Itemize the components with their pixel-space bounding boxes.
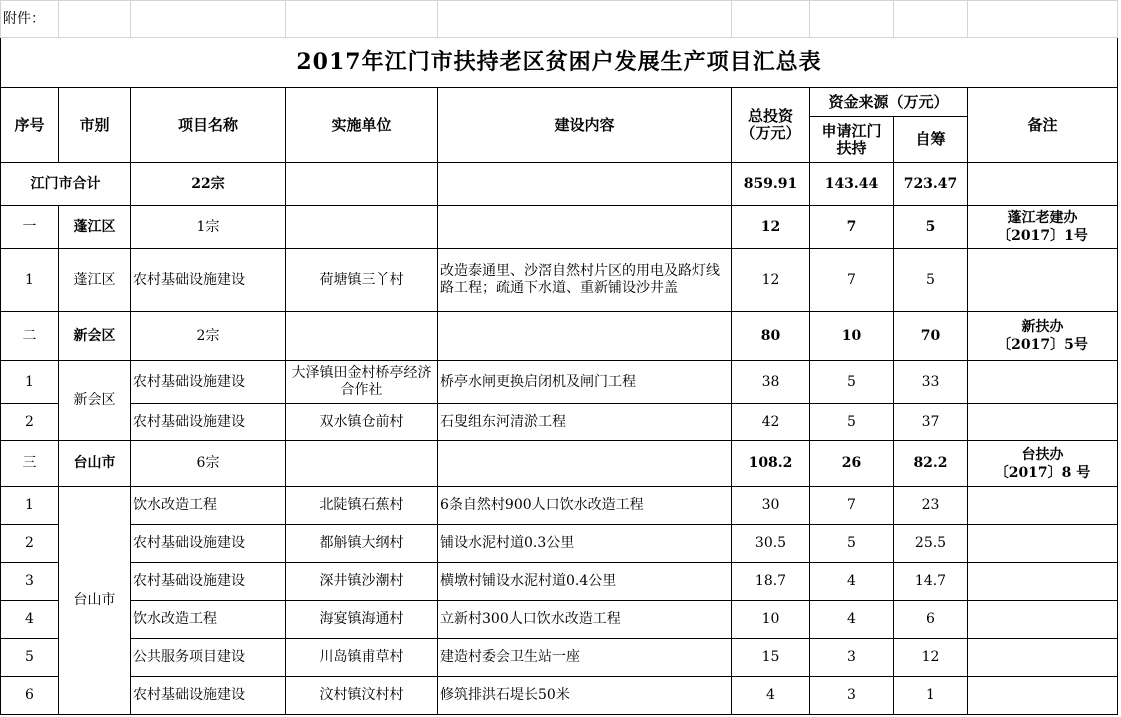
- remark-line1: 新扶办: [1021, 319, 1064, 335]
- district-name[interactable]: 新会区: [59, 312, 131, 361]
- row-total[interactable]: 18.7: [732, 563, 810, 601]
- district-seq[interactable]: 一: [1, 206, 59, 249]
- header-funding[interactable]: 资金来源（万元）: [810, 88, 968, 117]
- row-city[interactable]: 新会区: [59, 361, 131, 441]
- row-seq[interactable]: 4: [1, 601, 59, 639]
- empty-cell[interactable]: [286, 441, 438, 487]
- row-self[interactable]: 25.5: [894, 525, 968, 563]
- table-title[interactable]: 2017年江门市扶持老区贫困户发展生产项目汇总表: [1, 38, 1118, 88]
- district-name[interactable]: 台山市: [59, 441, 131, 487]
- row-self[interactable]: 12: [894, 639, 968, 677]
- district-name[interactable]: 蓬江区: [59, 206, 131, 249]
- row-city[interactable]: 蓬江区: [59, 249, 131, 312]
- district-count[interactable]: 2宗: [131, 312, 286, 361]
- empty-cell[interactable]: [968, 601, 1118, 639]
- empty-cell[interactable]: [968, 639, 1118, 677]
- row-content[interactable]: 改造泰通里、沙滘自然村片区的用电及路灯线路工程；疏通下水道、重新铺设沙井盖: [438, 249, 732, 312]
- header-apply-line2: 扶持: [836, 138, 867, 157]
- row-self[interactable]: 37: [894, 404, 968, 441]
- empty-cell[interactable]: [968, 563, 1118, 601]
- district-remark[interactable]: [968, 206, 1118, 249]
- row-seq[interactable]: 1: [1, 361, 59, 404]
- row-self[interactable]: 14.7: [894, 563, 968, 601]
- district-total[interactable]: 80: [732, 312, 810, 361]
- district-apply[interactable]: 26: [810, 441, 894, 487]
- row-content[interactable]: 石叟组东河清淤工程: [438, 404, 732, 441]
- row-project[interactable]: 农村基础设施建设: [131, 249, 286, 312]
- row-unit[interactable]: 双水镇仓前村: [286, 404, 438, 441]
- empty-cell[interactable]: [894, 1, 968, 38]
- district-self[interactable]: 82.2: [894, 441, 968, 487]
- district-remark[interactable]: [968, 312, 1118, 361]
- row-content[interactable]: 铺设水泥村道0.3公里: [438, 525, 732, 563]
- row-total[interactable]: 38: [732, 361, 810, 404]
- row-total[interactable]: 12: [732, 249, 810, 312]
- row-unit[interactable]: 荷塘镇三丫村: [286, 249, 438, 312]
- district-count[interactable]: 1宗: [131, 206, 286, 249]
- row-total[interactable]: 30: [732, 487, 810, 525]
- district-remark[interactable]: [968, 441, 1118, 487]
- row-seq[interactable]: 1: [1, 249, 59, 312]
- empty-cell[interactable]: [438, 206, 732, 249]
- header-unit[interactable]: 实施单位: [286, 88, 438, 163]
- header-project[interactable]: 项目名称: [131, 88, 286, 163]
- empty-cell[interactable]: [968, 525, 1118, 563]
- row-apply[interactable]: 4: [810, 601, 894, 639]
- empty-cell[interactable]: [810, 1, 894, 38]
- row-content[interactable]: 立新村300人口饮水改造工程: [438, 601, 732, 639]
- empty-cell[interactable]: [286, 206, 438, 249]
- header-total-line1: 总投资: [747, 107, 793, 125]
- row-apply[interactable]: 3: [810, 639, 894, 677]
- row-project[interactable]: 公共服务项目建设: [131, 639, 286, 677]
- district-total[interactable]: 12: [732, 206, 810, 249]
- empty-cell[interactable]: [968, 1, 1118, 38]
- row-self[interactable]: 1: [894, 677, 968, 715]
- empty-cell[interactable]: [968, 249, 1118, 312]
- empty-cell[interactable]: [286, 1, 438, 38]
- summary-count[interactable]: 22宗: [131, 163, 286, 206]
- row-unit[interactable]: 北陡镇石蕉村: [286, 487, 438, 525]
- header-total-line2: （万元）: [740, 124, 801, 142]
- district-seq[interactable]: 三: [1, 441, 59, 487]
- row-seq[interactable]: 2: [1, 404, 59, 441]
- row-seq[interactable]: 6: [1, 677, 59, 715]
- row-project[interactable]: 饮水改造工程: [131, 487, 286, 525]
- row-content[interactable]: 6条自然村900人口饮水改造工程: [438, 487, 732, 525]
- district-total[interactable]: 108.2: [732, 441, 810, 487]
- row-apply[interactable]: 5: [810, 361, 894, 404]
- row-project[interactable]: 农村基础设施建设: [131, 404, 286, 441]
- remark-line2: 〔2017〕8 号: [994, 464, 1091, 481]
- row-content[interactable]: 桥亭水闸更换启闭机及闸门工程: [438, 361, 732, 404]
- row-apply[interactable]: 5: [810, 525, 894, 563]
- row-project[interactable]: 农村基础设施建设: [131, 563, 286, 601]
- row-city[interactable]: 台山市: [59, 487, 131, 715]
- row-self[interactable]: 6: [894, 601, 968, 639]
- summary-total[interactable]: 859.91: [732, 163, 810, 206]
- row-seq[interactable]: 2: [1, 525, 59, 563]
- header-self[interactable]: 自筹: [894, 117, 968, 163]
- row-apply[interactable]: 7: [810, 249, 894, 312]
- row-apply[interactable]: 5: [810, 404, 894, 441]
- row-unit[interactable]: 大泽镇田金村桥亭经济合作社: [286, 361, 438, 404]
- empty-cell[interactable]: [438, 441, 732, 487]
- district-count[interactable]: 6宗: [131, 441, 286, 487]
- header-city[interactable]: 市别: [59, 88, 131, 163]
- row-seq[interactable]: 5: [1, 639, 59, 677]
- row-self[interactable]: 5: [894, 249, 968, 312]
- empty-cell[interactable]: [438, 1, 732, 38]
- empty-cell[interactable]: [968, 361, 1118, 404]
- remark-line1: 蓬江老建办: [1007, 210, 1078, 226]
- empty-cell[interactable]: [59, 1, 131, 38]
- empty-cell[interactable]: [968, 487, 1118, 525]
- row-unit[interactable]: 深井镇沙潮村: [286, 563, 438, 601]
- district-apply[interactable]: 10: [810, 312, 894, 361]
- row-total[interactable]: 4: [732, 677, 810, 715]
- row-seq[interactable]: 3: [1, 563, 59, 601]
- row-total[interactable]: 30.5: [732, 525, 810, 563]
- district-self[interactable]: 5: [894, 206, 968, 249]
- remark-line2: 〔2017〕5号: [997, 337, 1088, 353]
- row-unit[interactable]: 汶村镇汶村村: [286, 677, 438, 715]
- row-unit[interactable]: 都斛镇大纲村: [286, 525, 438, 563]
- empty-cell[interactable]: [286, 163, 438, 206]
- row-total[interactable]: 10: [732, 601, 810, 639]
- row-apply[interactable]: 7: [810, 487, 894, 525]
- summary-apply[interactable]: 143.44: [810, 163, 894, 206]
- row-project[interactable]: 农村基础设施建设: [131, 361, 286, 404]
- district-self[interactable]: 70: [894, 312, 968, 361]
- empty-cell[interactable]: [968, 163, 1118, 206]
- header-seq[interactable]: 序号: [1, 88, 59, 163]
- empty-cell[interactable]: [438, 163, 732, 206]
- row-apply[interactable]: 4: [810, 563, 894, 601]
- row-project[interactable]: 农村基础设施建设: [131, 525, 286, 563]
- header-remark[interactable]: 备注: [968, 88, 1118, 163]
- attachment-label[interactable]: 附件：: [1, 1, 59, 38]
- row-content[interactable]: 修筑排洪石堤长50米: [438, 677, 732, 715]
- row-seq[interactable]: 1: [1, 487, 59, 525]
- row-project[interactable]: 饮水改造工程: [131, 601, 286, 639]
- row-unit[interactable]: 川岛镇甫草村: [286, 639, 438, 677]
- row-self[interactable]: 23: [894, 487, 968, 525]
- row-self[interactable]: 33: [894, 361, 968, 404]
- summary-label[interactable]: 江门市合计: [1, 163, 131, 206]
- row-content[interactable]: 建造村委会卫生站一座: [438, 639, 732, 677]
- remark-line2: 〔2017〕1号: [997, 228, 1088, 244]
- empty-cell[interactable]: [286, 312, 438, 361]
- header-apply-line1: 申请江门: [821, 121, 882, 140]
- row-unit[interactable]: 海宴镇海通村: [286, 601, 438, 639]
- empty-cell[interactable]: [968, 677, 1118, 715]
- header-apply[interactable]: [810, 117, 894, 163]
- row-project[interactable]: 农村基础设施建设: [131, 677, 286, 715]
- empty-cell[interactable]: [968, 404, 1118, 441]
- empty-cell[interactable]: [131, 1, 286, 38]
- row-total[interactable]: 42: [732, 404, 810, 441]
- empty-cell[interactable]: [732, 1, 810, 38]
- row-apply[interactable]: 3: [810, 677, 894, 715]
- district-apply[interactable]: 7: [810, 206, 894, 249]
- remark-line1: 台扶办: [1021, 446, 1064, 463]
- empty-cell[interactable]: [438, 312, 732, 361]
- row-total[interactable]: 15: [732, 639, 810, 677]
- summary-self[interactable]: 723.47: [894, 163, 968, 206]
- district-seq[interactable]: 二: [1, 312, 59, 361]
- row-content[interactable]: 横墩村铺设水泥村道0.4公里: [438, 563, 732, 601]
- header-total[interactable]: [732, 88, 810, 163]
- header-content[interactable]: 建设内容: [438, 88, 732, 163]
